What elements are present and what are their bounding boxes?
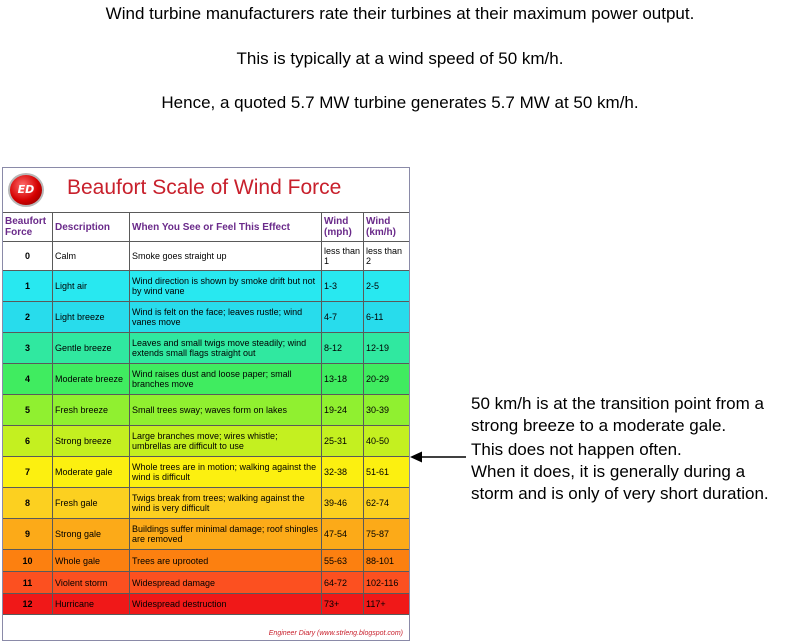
row-kmh: 51-61	[363, 457, 409, 487]
row-kmh: 75-87	[363, 519, 409, 549]
row-force: 10	[22, 555, 33, 566]
table-row	[3, 270, 409, 301]
row-mph: 8-12	[321, 333, 363, 363]
row-force: 6	[24, 436, 30, 446]
row-mph: 47-54	[321, 519, 363, 549]
row-description: Moderate gale	[52, 457, 129, 487]
row-mph: 39-46	[321, 488, 363, 518]
row-description: Gentle breeze	[52, 333, 129, 363]
row-description: Fresh gale	[52, 488, 129, 518]
row-kmh: less than 2	[363, 242, 409, 270]
row-effect: Widespread damage	[129, 572, 321, 593]
header-kmh: Wind (km/h)	[363, 213, 409, 241]
card-footer-credit: Engineer Diary (www.strleng.blogspot.com)	[268, 630, 403, 637]
row-mph: 4-7	[321, 302, 363, 332]
table-row	[3, 425, 409, 456]
table-row	[3, 241, 409, 270]
row-effect: Whole trees are in motion; walking against the wind is difficult	[129, 457, 321, 487]
row-kmh: 12-19	[363, 333, 409, 363]
row-mph: 64-72	[321, 572, 363, 593]
table-row	[3, 549, 409, 571]
row-description: Whole gale	[52, 550, 129, 571]
row-kmh: 40-50	[363, 426, 409, 456]
row-force: 11	[22, 577, 33, 588]
row-effect: Smoke goes straight up	[129, 242, 321, 270]
table-row	[3, 394, 409, 425]
row-mph: 32-38	[321, 457, 363, 487]
row-force: 4	[24, 374, 30, 384]
row-effect: Small trees sway; waves form on lakes	[129, 395, 321, 425]
row-mph: 73+	[321, 594, 363, 614]
row-force: 1	[24, 281, 30, 291]
note-line-2: strong breeze to a moderate gale.	[471, 416, 727, 435]
header-force: Beaufort Force	[3, 213, 52, 241]
row-kmh: 30-39	[363, 395, 409, 425]
row-force: 0	[24, 251, 30, 261]
row-kmh: 62-74	[363, 488, 409, 518]
row-force: 9	[24, 529, 30, 539]
row-effect: Leaves and small twigs move steadily; wind extends small flags straight out	[129, 333, 321, 363]
row-description: Fresh breeze	[52, 395, 129, 425]
row-description: Violent storm	[52, 572, 129, 593]
intro-line-1: Wind turbine manufacturers rate their turbines at their maximum power output.	[105, 4, 695, 23]
intro-line-3: Hence, a quoted 5.7 MW turbine generates 5.7 MW at 50 km/h.	[161, 93, 639, 112]
row-force: 7	[24, 467, 30, 477]
table-header-row	[3, 212, 409, 241]
beaufort-scale-image	[2, 167, 410, 641]
row-effect: Large branches move; wires whistle; umbrellas are difficult to use	[129, 426, 321, 456]
row-description: Light breeze	[52, 302, 129, 332]
header-mph: Wind (mph)	[321, 213, 363, 241]
row-force: 3	[24, 343, 30, 353]
header-description: Description	[52, 213, 129, 241]
row-description: Moderate breeze	[52, 364, 129, 394]
row-force: 5	[24, 405, 30, 415]
row-description: Calm	[52, 242, 129, 270]
row-mph: 25-31	[321, 426, 363, 456]
row-force: 2	[24, 312, 30, 322]
note-line-5: storm and is only of very short duration.	[471, 484, 769, 503]
note-line-4: When it does, it is generally during a	[471, 462, 746, 481]
header-effect: When You See or Feel This Effect	[129, 213, 321, 241]
intro-line-2: This is typically at a wind speed of 50 km/h.	[236, 49, 564, 68]
row-description: Light air	[52, 271, 129, 301]
row-effect: Twigs break from trees; walking against the wind is very difficult	[129, 488, 321, 518]
row-mph: 55-63	[321, 550, 363, 571]
engineer-diary-logo: ED	[8, 173, 44, 207]
row-kmh: 6-11	[363, 302, 409, 332]
left-arrow-icon	[410, 449, 466, 465]
row-kmh: 88-101	[363, 550, 409, 571]
table-row	[3, 518, 409, 549]
table-body	[3, 241, 409, 615]
beaufort-table	[3, 212, 409, 615]
row-force: 12	[22, 599, 33, 609]
table-row	[3, 593, 409, 615]
note-line-1: 50 km/h is at the transition point from a	[471, 394, 764, 413]
row-kmh: 20-29	[363, 364, 409, 394]
row-kmh: 2-5	[363, 271, 409, 301]
row-effect: Buildings suffer minimal damage; roof shingles are removed	[129, 519, 321, 549]
row-effect: Wind direction is shown by smoke drift but not by wind vane	[129, 271, 321, 301]
row-mph: 13-18	[321, 364, 363, 394]
row-mph: less than 1	[321, 242, 363, 270]
table-row	[3, 571, 409, 593]
row-effect: Wind raises dust and loose paper; small branches move	[129, 364, 321, 394]
row-kmh: 117+	[363, 594, 409, 614]
row-mph: 19-24	[321, 395, 363, 425]
row-mph: 1-3	[321, 271, 363, 301]
row-force: 8	[24, 498, 30, 508]
table-row	[3, 363, 409, 394]
row-description: Strong breeze	[52, 426, 129, 456]
table-row	[3, 301, 409, 332]
card-header	[3, 168, 409, 212]
card-title: Beaufort Scale of Wind Force	[67, 176, 342, 199]
table-row	[3, 487, 409, 518]
note-line-3: This does not happen often.	[471, 440, 682, 459]
row-description: Hurricane	[52, 594, 129, 614]
row-description: Strong gale	[52, 519, 129, 549]
row-effect: Widespread destruction	[129, 594, 321, 614]
row-kmh: 102-116	[363, 572, 409, 593]
table-row	[3, 332, 409, 363]
row-effect: Trees are uprooted	[129, 550, 321, 571]
row-effect: Wind is felt on the face; leaves rustle; wind vanes move	[129, 302, 321, 332]
table-row	[3, 456, 409, 487]
